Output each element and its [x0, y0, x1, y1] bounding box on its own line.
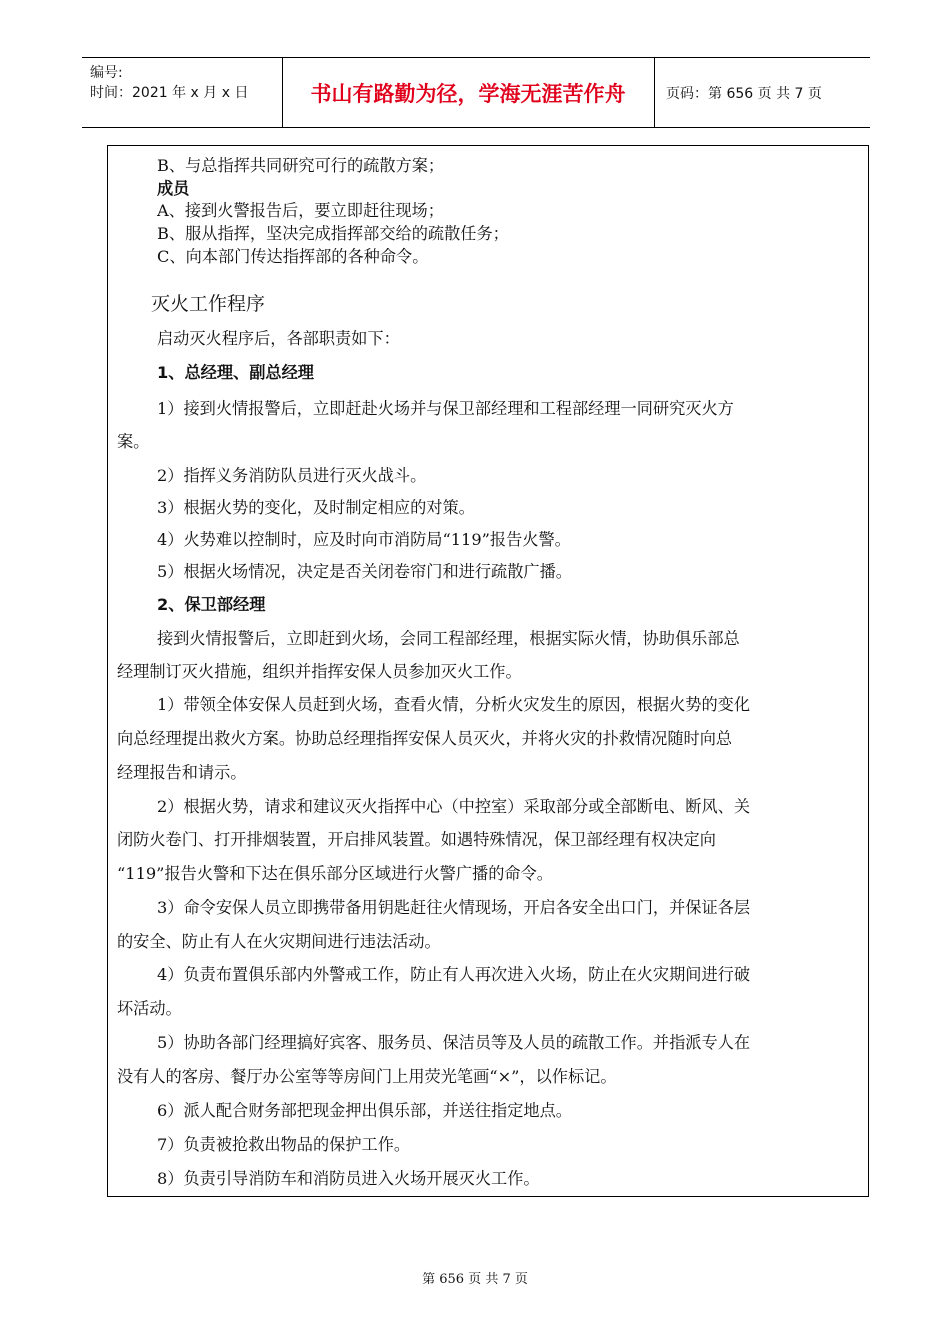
text-line: B、服从指挥，坚决完成指挥部交给的疏散任务；	[157, 224, 509, 243]
text-line: 5）协助各部门经理搞好宾客、服务员、保洁员等及人员的疏散工作。并指派专人在	[157, 1033, 751, 1052]
document-header	[82, 57, 870, 128]
text-line: 坏活动。	[117, 999, 182, 1018]
section-heading: 灭火工作程序	[151, 293, 266, 315]
text-line: 6）派人配合财务部把现金押出俱乐部，并送往指定地点。	[157, 1101, 572, 1120]
text-line: 8）负责引导消防车和消防员进入火场开展灭火工作。	[157, 1169, 540, 1188]
header-divider	[654, 58, 655, 127]
text-line: 2）指挥义务消防队员进行灭火战斗。	[157, 466, 427, 485]
text-line: “119”报告火警和下达在俱乐部分区域进行火警广播的命令。	[117, 864, 553, 883]
header-page-info: 页码：第 656 页 共 7 页	[666, 85, 822, 102]
section-label-members: 成员	[157, 179, 190, 198]
text-line: 2）根据火势，请求和建议灭火指挥中心（中控室）采取部分或全部断电、断风、关	[157, 797, 751, 816]
text-line: 向总经理提出救火方案。协助总经理指挥安保人员灭火，并将火灾的扑救情况随时向总	[117, 729, 733, 748]
text-line: 1）接到火情报警后，立即赶赴火场并与保卫部经理和工程部经理一同研究灭火方	[157, 399, 734, 418]
text-line: 没有人的客房、餐厅办公室等等房间门上用荧光笔画“×”，以作标记。	[117, 1067, 617, 1086]
time-label: 时间：2021 年 x 月 x 日	[90, 85, 249, 101]
text-line: 经理制订灭火措施，组织并指挥安保人员参加灭火工作。	[117, 662, 522, 681]
text-line: A、接到火警报告后，要立即赶往现场；	[157, 201, 444, 220]
subheading: 2、保卫部经理	[157, 595, 266, 614]
text-line: 4）负责布置俱乐部内外警戒工作，防止有人再次进入火场，防止在火灾期间进行破	[157, 965, 751, 984]
text-line: 1）带领全体安保人员赶到火场，查看火情，分析火灾发生的原因，根据火势的变化	[157, 695, 751, 714]
text-line: 经理报告和请示。	[117, 763, 247, 782]
text-line: 7）负责被抢救出物品的保护工作。	[157, 1135, 411, 1154]
page-footer: 第 656 页 共 7 页	[422, 1272, 528, 1287]
text-line: 5）根据火场情况，决定是否关闭卷帘门和进行疏散广播。	[157, 562, 572, 581]
text-line: 接到火情报警后，立即赶到火场，会同工程部经理，根据实际火情，协助俱乐部总	[157, 629, 740, 648]
text-line: 闭防火卷门、打开排烟装置，开启排风装置。如遇特殊情况，保卫部经理有权决定向	[117, 830, 716, 849]
text-line: 的安全、防止有人在火灾期间进行违法活动。	[117, 932, 441, 951]
number-label: 编号:	[90, 65, 123, 81]
text-line: 案。	[117, 432, 150, 451]
text-line: 3）根据火势的变化，及时制定相应的对策。	[157, 498, 475, 517]
header-motto: 书山有路勤为径，学海无涯苦作舟	[310, 81, 626, 106]
subheading: 1、总经理、副总经理	[157, 363, 314, 382]
header-meta	[90, 63, 248, 103]
text-line: C、向本部门传达指挥部的各种命令。	[157, 247, 429, 266]
text-line: 启动灭火程序后，各部职责如下：	[157, 329, 400, 348]
text-line: B、与总指挥共同研究可行的疏散方案；	[157, 156, 445, 175]
text-line: 3）命令安保人员立即携带备用钥匙赶往火情现场，开启各安全出口门，并保证各层	[157, 898, 751, 917]
text-line: 4）火势难以控制时，应及时向市消防局“119”报告火警。	[157, 530, 571, 549]
